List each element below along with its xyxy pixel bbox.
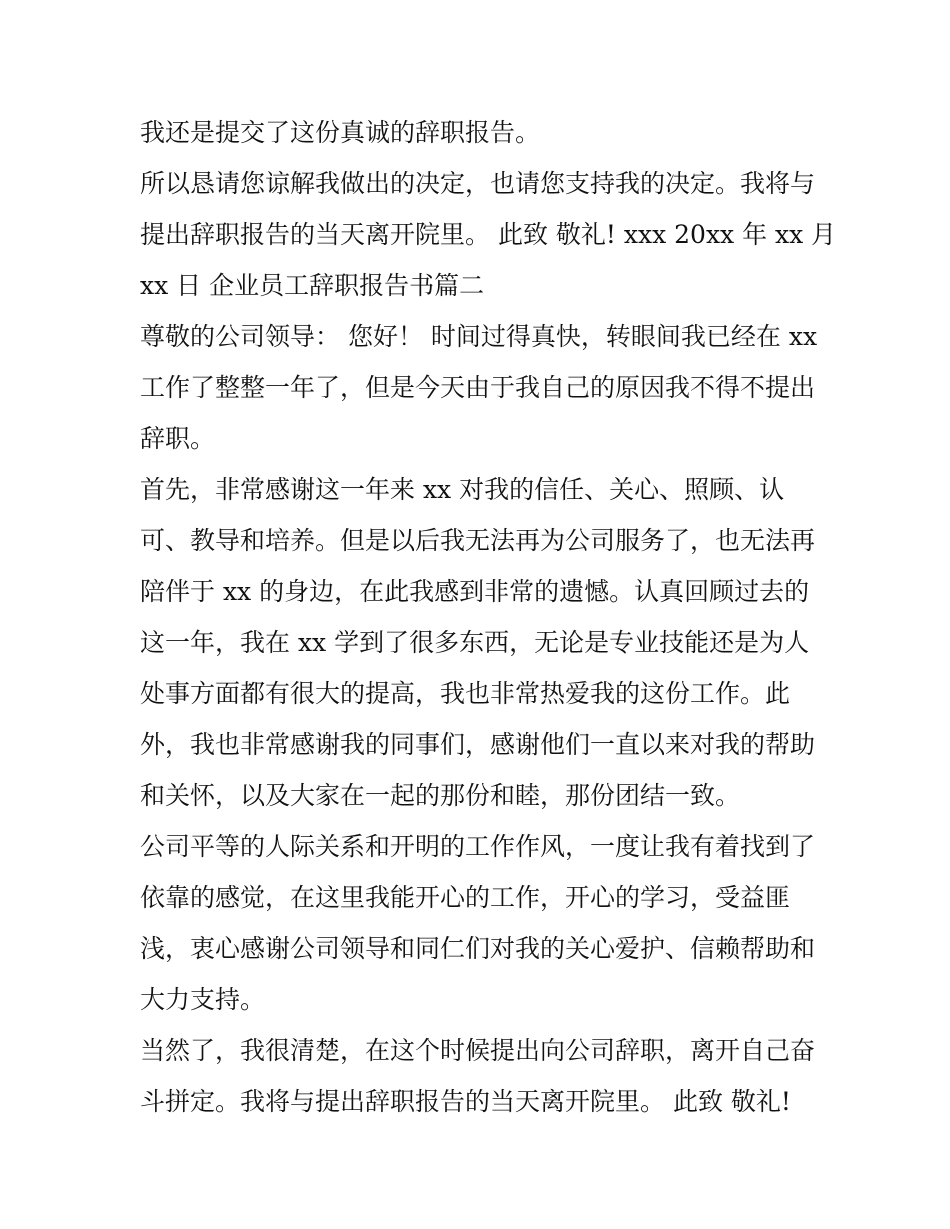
text-line: 提出辞职报告的当天离开院里。 此致 敬礼! xxx 20xx 年 xx 月 <box>140 220 837 249</box>
text-line: 公司平等的人际关系和开明的工作作风，一度让我有着找到了 <box>140 832 816 861</box>
text-line: 依靠的感觉，在这里我能开心的工作，开心的学习，受益匪 <box>140 883 791 912</box>
text-line: 大力支持。 <box>140 985 266 1014</box>
text-line: 辞职。 <box>140 424 216 453</box>
text-line: 这一年，我在 xx 学到了很多东西，无论是专业技能还是为人 <box>140 628 810 657</box>
text-line: 陪伴于 xx 的身边，在此我感到非常的遗憾。认真回顾过去的 <box>140 577 810 606</box>
text-line: 工作了整整一年了，但是今天由于我自己的原因我不得不提出 <box>140 373 816 402</box>
text-line: 所以恳请您谅解我做出的决定，也请您支持我的决定。我将与 <box>140 169 816 198</box>
text-line: 浅，衷心感谢公司领导和同仁们对我的关心爱护、信赖帮助和 <box>140 934 816 963</box>
document-body <box>140 107 837 1127</box>
text-line: 和关怀，以及大家在一起的那份和睦，那份团结一致。 <box>140 781 741 810</box>
text-line: 我还是提交了这份真诚的辞职报告。 <box>140 118 541 147</box>
text-line: 斗拼定。我将与提出辞职报告的当天离开院里。 此致 敬礼! <box>140 1087 791 1116</box>
text-line: 首先，非常感谢这一年来 xx 对我的信任、关心、照顾、认 <box>140 475 785 504</box>
text-line: 尊敬的公司领导： 您好！ 时间过得真快，转眼间我已经在 xx <box>140 322 818 351</box>
text-line: xx 日 企业员工辞职报告书篇二 <box>140 271 485 300</box>
text-line: 当然了，我很清楚，在这个时候提出向公司辞职，离开自己奋 <box>140 1036 816 1065</box>
text-line: 外，我也非常感谢我的同事们，感谢他们一直以来对我的帮助 <box>140 730 816 759</box>
text-line: 可、教导和培养。但是以后我无法再为公司服务了，也无法再 <box>140 526 816 555</box>
text-line: 处事方面都有很大的提高，我也非常热爱我的这份工作。此 <box>140 679 791 708</box>
